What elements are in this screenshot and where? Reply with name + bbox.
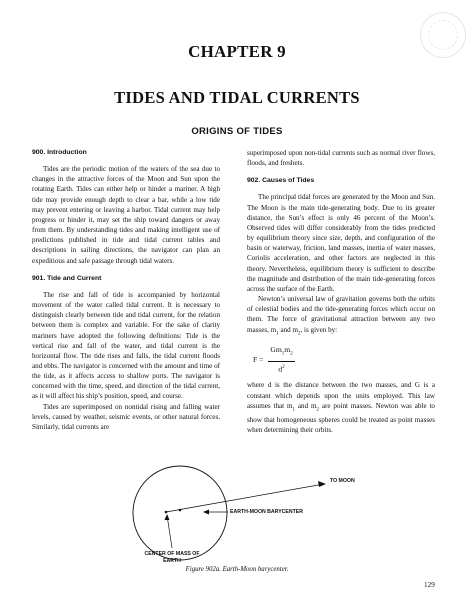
center-arrowhead xyxy=(165,514,170,520)
line-to-moon xyxy=(166,484,324,512)
chapter-heading: CHAPTER 9 xyxy=(188,42,286,61)
formula-lhs: F = xyxy=(253,354,264,364)
formula-denominator: $d^2$ xyxy=(278,364,285,374)
subsection-heading-900: 900. Introduction xyxy=(32,149,87,156)
moon-arrowhead xyxy=(318,481,326,487)
paragraph: Tides are the periodic motion of the waters of the sea due to changes in the attractive forces of the Moon and Sun upon the rotating Earth. Tides can either help or hinder a mariner. A high tide may provide enough depth to clear a bar, while a low tide may prevent entering or leaving a harbor. Tidal current may help progress or hinder it, may set the ship toward dangers or away from them. By understanding tides and making intelligent use of predictions published in tide and tidal current tables and descriptions in sailing directions, the navigator can plan an expeditious and safe passage through tidal waters. xyxy=(32,165,220,265)
page-number: 129 xyxy=(424,581,435,589)
barycenter-point xyxy=(165,511,168,514)
paragraph: Newton’s universal law of gravitation governs both the orbits of celestial bodies and the tide-generating forces which occur on them. The force of gravitational attraction between any two masses, $m_1$ and $m_2$, is given by: xyxy=(247,295,435,336)
chapter-title: TIDES AND TIDAL CURRENTS xyxy=(114,88,360,107)
subsection-heading-901: 901. Tide and Current xyxy=(32,274,102,282)
section-heading: ORIGINS OF TIDES xyxy=(191,126,283,137)
formula-numerator: $Gm_1m_2$ xyxy=(268,345,294,362)
paragraph: Tides are superimposed on nontidal rising and falling water levels, caused by weather, seismic events, or other natural forces. Similarly, tidal currents are xyxy=(32,402,220,431)
paragraph: superimposed upon non-tidal currents such as normal river flows, floods, and freshets. xyxy=(247,149,435,168)
earth-circle xyxy=(133,466,227,560)
label-barycenter: EARTH-MOON BARYCENTER xyxy=(230,509,304,515)
paragraph: The principal tidal forces are generated by the Moon and Sun. The Moon is the main tide-generating body. Due to its greater distance, the Sun’s effect is only 46 percent of the Moon’s. Observed tides will differ considerably from the tides predicted by equilibrium theory since size, depth, and configuration of the basin or waterway, friction, land masses, inertia of water masses, Coriolis acceleration, and other factors are neglected in this theory. Nevertheless, equilibrium theory is sufficient to describe the magnitude and distribution of the main tide-generating forces across the surface of the Earth. xyxy=(247,193,435,293)
label-to-moon: TO MOON xyxy=(330,478,355,484)
figure-caption: Figure 902a. Earth-Moon barycenter. xyxy=(185,566,289,573)
center-point xyxy=(179,509,182,512)
barycenter-arrowhead xyxy=(203,510,209,515)
paragraph: where d is the distance between the two masses, and G is a constant which depends upon the units employed. This law assumes that $m_1$ and $m_2$ are point masses. Newton was able to show that homogeneous spheres could be treated as point masses when determining their orbits. xyxy=(247,381,435,435)
paragraph: The rise and fall of tide is accompanied by horizontal movement of the water called tidal current. It is necessary to distinguish clearly between tide and tidal current, for the relation between them is complex and variable. For the sake of clarity mariners have adopted the following definitions: Tide is the vertical rise and fall of the water, and tidal current is the horizontal flow. The tide rises and falls, the tidal current floods and ebbs. The navigator is concerned with the amount and time of the tide, as it affects access to shallow ports. The navigator is concerned with the time, speed, and direction of the tidal current, as it will affect his ship’s position, speed, and course. xyxy=(32,290,220,401)
subsection-heading-902: 902. Causes of Tides xyxy=(247,177,315,185)
label-center-of-mass: CENTER OF MASS OF EARTH xyxy=(144,551,200,564)
